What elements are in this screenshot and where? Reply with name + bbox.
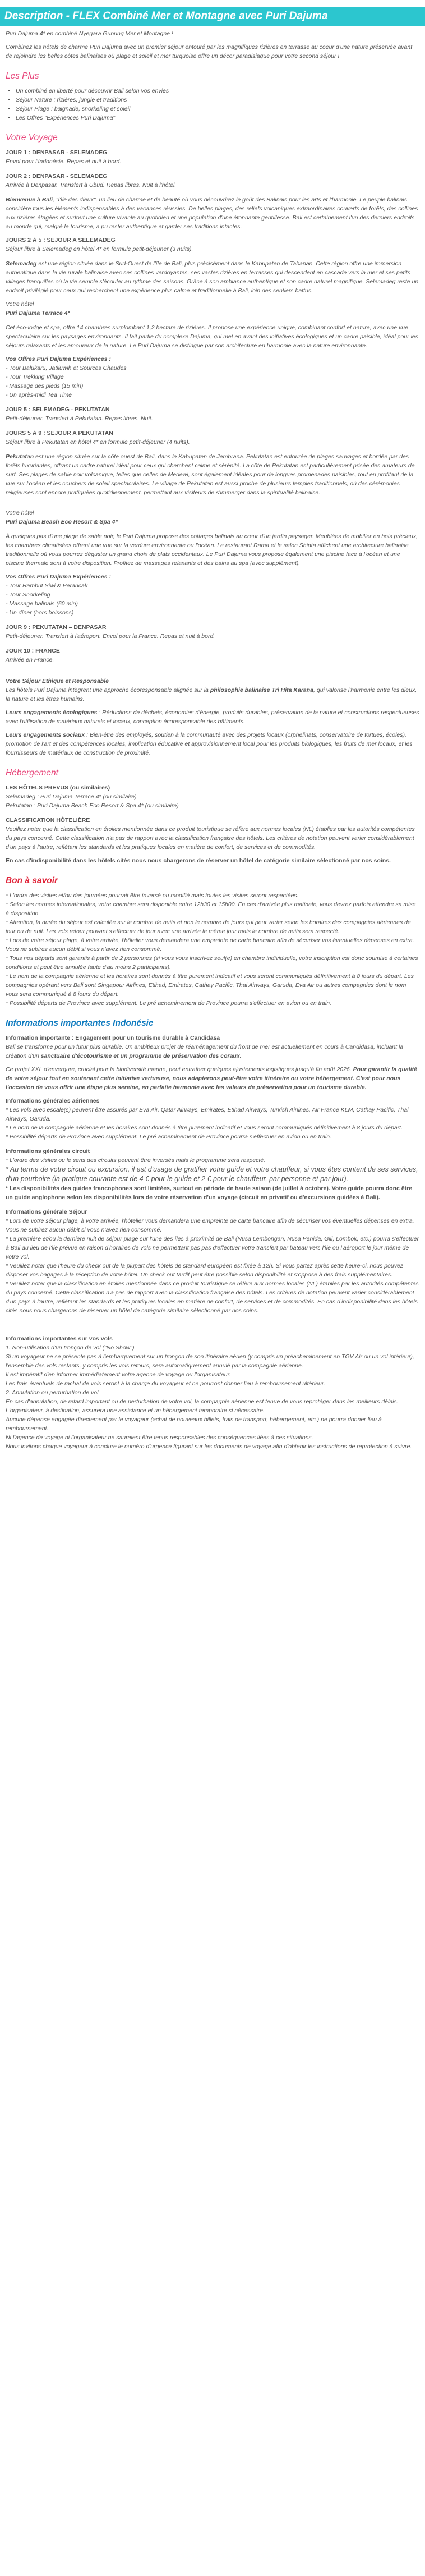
env-paragraph xyxy=(6,708,419,726)
selemadeg-paragraph xyxy=(6,259,419,295)
day-title: JOUR 5 : SELEMADEG - PEKUTATAN xyxy=(6,406,110,413)
list-item: * Possibilité départs de Province avec supplément. Le pré acheminement de Province pourra s'effectuer en avion ou en train. xyxy=(6,1133,332,1140)
list-item: * Tous nos départs sont garantis à partir de 2 personnes (si vous vous inscrivez seul(e) en chambre individuelle, votre inscription est donc soumise à certaines conditions et peut être annulée faute d'au moins 2 participants). xyxy=(6,955,418,971)
pekutatan-paragraph xyxy=(6,452,419,497)
list-item: - Un dîner (hors boissons) xyxy=(6,609,74,616)
day-text: Petit-déjeuner. Transfert à Pekutatan. Repas libres. Nuit. xyxy=(6,415,153,422)
list-item: Nous invitons chaque voyageur à conclure le numéro d'urgence figurant sur les documents de voyage afin d'obtenir les instructions de reprotection à suivre. xyxy=(6,1443,412,1450)
day-title: JOUR 10 : FRANCE xyxy=(6,648,60,654)
hotel-label: Votre hôtel xyxy=(6,301,34,307)
list-item: * Lors de votre séjour plage, à votre arrivée, l'hôtelier vous demandera une empreinte de carte bancaire afin de sécuriser vos éventuelles dépenses en extra. Vous ne subirez aucun débit si vous n'avez rien consommé. xyxy=(6,1218,414,1233)
list-item: Selemadeg : Puri Dajuma Terrace 4* (ou similaire) xyxy=(6,793,137,800)
env-lead: Leurs engagements écologiques xyxy=(6,709,98,716)
pekutatan-text: est une région située sur la côte ouest de Bali, dans le Kabupaten de Jembrana. Pekutatan est entourée de plages sauvages et bordée par des forêts luxuriantes, offrant un cadre naturel idéal pour ceux qui cherchent calme et sérénité. La côte de Pekutatan est particulièrement prisée des amateurs de surf. Ses plages de sable noir volcanique, telles que celles de Medewi, sont également idéales pour de longues promenades paisibles, tout en profitant de la vue sur l'océan et les couchers de soleil spectaculaires. Le village de Pekutatan est aussi proche de plusieurs temples traditionnels, où des cérémonies religieuses sont encore pratiquées quotidiennement, permettant aux visiteurs de s'immerger dans la spiritualité balinaise. xyxy=(6,453,415,496)
infos-heading: Informations importantes Indonésie xyxy=(6,1018,154,1028)
day-text: Séjour libre à Selemadeg en hôtel 4* en formule petit-déjeuner (3 nuits). xyxy=(6,246,193,252)
day-text: Arrivée à Denpasar. Transfert à Ubud. Repas libres. Nuit à l'hôtel. xyxy=(6,182,177,189)
day-title: JOUR 9 : PEKUTATAN – DENPASAR xyxy=(6,624,107,631)
list-item: L'organisateur, à destination, assurera une assistance et un hébergement temporaire si nécessaire. xyxy=(6,1407,265,1414)
plus-list xyxy=(6,86,419,122)
list-item: Aucune dépense engagée directement par le voyageur (achat de nouveaux billets, frais de transport, hébergement, etc.) ne pourra donner lieu à remboursement. xyxy=(6,1416,382,1432)
list-item: * Lors de votre séjour plage, à votre arrivée, l'hôtelier vous demandera une empreinte de carte bancaire afin de sécuriser vos éventuelles dépenses en extra. Vous ne subirez aucun débit si vous n'avez rien consommé. xyxy=(6,937,414,953)
list-item: En cas d'annulation, de retard important ou de perturbation de votre vol, la compagnie aérienne est tenue de vous reprotéger dans les meilleurs délais. xyxy=(6,1398,399,1405)
list-item: * L'ordre des visites et/ou des journées pourrait être inversé ou modifié mais toutes les visites seront respectées. xyxy=(6,892,299,899)
list-item: Si un voyageur ne se présente pas à l'embarquement sur un tronçon de son itinéraire aérien (y compris un préacheminement en TGV Air ou un vol intérieur), l'ensemble des vols restants, y compris les vols retours, sera automatiquement annulé par la compagnie aérienne. xyxy=(6,1353,414,1369)
list-item: * La première et/ou la dernière nuit de séjour plage sur l'une des îles à proximité de Bali (Nusa Lembongan, Nusa Penida, Gili, Lombok, etc.) pourra s'effectuer à Bali au lieu de l'île prévue en raison d'horaires de vols ne permettant pas pas d'effectuer votre transfert par bateau vers l'île ou l'aéroport le jour même de votre vol. xyxy=(6,1236,419,1260)
selemadeg-text: est une région située dans le Sud-Ouest de l'île de Bali, plus précisément dans le Kabupaten de Tabanan. Cette région offre une immersion authentique dans la vie rurale balinaise avec ses collines verdoyantes, ses vastes rizières en terrasses qui descendent en cascade vers la mer et ses petits villages tranquilles où la vie semble s'écouler au rythme des saisons. Grâce à son ambiance authentique et son cadre naturel magnifique, Selemadeg reste un endroit privilégié pour ceux qui recherchent une expérience plus calme et traditionnelle à Bali, loin des sentiers battus. xyxy=(6,260,419,294)
classification-text: Veuillez noter que la classification en étoiles mentionnée dans ce produit touristique se réfère aux normes locales (NL) établies par les autorités compétentes du pays concerné. Cette classification n'a pas de rapport avec la classification française des hôtels. Les critères de notation peuvent varier considérablement d'un pays à l'autre, reflétant les standards et les pratiques locales en matière de confort, de services et de commodités. xyxy=(6,826,415,851)
list-item: * Attention, la durée du séjour est calculée sur le nombre de nuits et non le nombre de jours qui peut varier selon les horaires des compagnies aériennes de jour ou de nuit. Les vols retour pouvant s'effectuer de jour avec une arrivée le même jour mais le nombre de nuits sera respecté. xyxy=(6,919,411,935)
hotel-name: Puri Dajuma Terrace 4* xyxy=(6,310,70,316)
circuit-title: Informations générales circuit xyxy=(6,1148,90,1155)
list-item: * L'ordre des visites ou le sens des circuits peuvent être inversés mais le programme sera respecté. xyxy=(6,1157,266,1164)
list-item: - Massage balinais (60 min) xyxy=(6,600,78,607)
list-item: * Possibilité départs de Province avec supplément. Le pré acheminement de Province pourra s'effectuer en avion ou en train. xyxy=(6,1000,332,1007)
day-title: JOURS 2 À 5 : SEJOUR A SELEMADEG xyxy=(6,237,116,244)
ethique-text-b: , qui valorise l'harmonie entre les dieux, la nature et les êtres humains. xyxy=(6,687,417,702)
list-item: • Un combiné en liberté pour découvrir Bali selon vos envies xyxy=(16,86,419,95)
day-text: Séjour libre à Pekutatan en hôtel 4* en formule petit-déjeuner (4 nuits). xyxy=(6,439,190,446)
list-item: • Les Offres "Expériences Puri Dajuma" xyxy=(16,113,419,122)
hotel-description: Cet éco-lodge et spa, offre 14 chambres surplombant 1,2 hectare de rizières. Il propose une expérience unique, combinant confort et nature, avec une vue spectaculaire sur les paysages environnants. Il fait partie du complexe Dajuma, qui met en avant des initiatives écologiques et un cadre paisible, idéal pour les séjours relaxants et les amoureux de la nature. Le Puri Dajuma se distingue par son architecture en harmonie avec la nature environnante. xyxy=(6,324,418,349)
experiences-title: Vos Offres Puri Dajuma Expériences : xyxy=(6,573,111,580)
hotel-description: À quelques pas d'une plage de sable noir, le Puri Dajuma propose des cottages balinais au cœur d'un jardin paysager. Meublées de mobilier en bois précieux, les chambres climatisées offrent une vue sur la verdure environnante ou l'océan. Le restaurant Rama et le salon Shinta affichent une architecture balinaise traditionnelle où vous pourrez déguster un grand choix de plats occidentaux. Le Puri Dajuma vous propose également une piscine face à l'océan et une piscine thermale sont à votre disposition. Profitez de massages relaxants et des bains au spa (avec supplément). xyxy=(6,533,418,567)
day-title: JOURS 5 À 9 : SEJOUR A PEKUTATAN xyxy=(6,430,113,437)
hotel-name: Puri Dajuma Beach Eco Resort & Spa 4* xyxy=(6,518,118,525)
list-item: * Veuillez noter que la classification en étoiles mentionnée dans ce produit touristique se réfère aux normes locales (NL) établies par les autorités compétentes du pays concerné. Cette classification n'a pas de rapport avec la classification française des hôtels. Les critères de notation peuvent varier considérablement d'un pays à l'autre, reflétant les standards et les pratiques locales en matière de confort, de services et de commodités. En cas d'indisponibilité dans les hôtels cités nous nous chargerons de réserver un hôtel de catégorie similaire sélectionné par nos soins. xyxy=(6,1280,419,1314)
soc-paragraph xyxy=(6,731,419,757)
list-item: * Selon les normes internationales, votre chambre sera disponible entre 12h30 et 15h00. En cas d'arrivée plus matinale, vous devrez parfois attendre sa mise à disposition. xyxy=(6,901,416,917)
voyage-heading: Votre Voyage xyxy=(6,133,58,143)
list-item: * Les disponibilités des guides francophones sont limitées, surtout en période de haute saison (de juillet à octobre). Votre guide pourra donc être un guide anglophone selon les disponibilités lors de votre réservation d'un voyage (circuit en privatif ou d'excursions guidées à Bali). xyxy=(6,1185,413,1201)
soc-lead: Leurs engagements sociaux xyxy=(6,732,85,738)
bienvenue-lead: Bienvenue à Bali xyxy=(6,196,53,203)
list-item: - Tour Balukaru, Jatiluwih et Sources Chaudes xyxy=(6,365,127,371)
list-item: - Massage des pieds (15 min) xyxy=(6,383,84,389)
gen-title: Informations générales aériennes xyxy=(6,1098,100,1104)
bon-heading: Bon à savoir xyxy=(6,876,58,885)
list-item: Il est impératif d'en informer immédiatement votre agence de voyage ou l'organisateur. xyxy=(6,1371,231,1378)
env-paragraph xyxy=(6,1043,419,1060)
page xyxy=(0,7,425,1470)
env-bold: sanctuaire d'écotourisme et un programme de préservation des coraux xyxy=(40,1053,240,1059)
plus-heading: Les Plus xyxy=(6,71,39,81)
intro-text: Combinez les hôtels de charme Puri Dajuma avec un premier séjour entouré par les magnifiques rizières en terrasse au coeur d'une nature préservée avant de rejoindre les belles côtes balinaises où plage et soleil et mer turquoise offre un décor paradisiaque pour votre second séjour ! xyxy=(6,44,413,59)
page-title: Description - FLEX Combiné Mer et Montagne avec Puri Dajuma xyxy=(0,7,425,26)
list-item: • Séjour Plage : baignade, snorkeling et soleil xyxy=(16,104,419,113)
env-text-b: . xyxy=(239,1053,242,1059)
day-text: Envol pour l'Indonésie. Repas et nuit à bord. xyxy=(6,158,122,165)
experiences-title: Vos Offres Puri Dajuma Expériences : xyxy=(6,356,111,362)
ethique-title: Votre Séjour Ethique et Responsable xyxy=(6,678,109,685)
disponibilite-text: En cas d'indisponibilité dans les hôtels cités nous nous chargerons de réserver un hôtel de catégorie similaire sélectionné par nos soins. xyxy=(6,857,391,864)
env-text: : Réductions de déchets, économies d'énergie, produits durables, préservation de la nature et constructions respectueuses avec l'utilisation de matériaux naturels et locaux, conception écoresponsable des bâtiments. xyxy=(6,709,419,725)
list-item: 2. Annulation ou perturbation de vol xyxy=(6,1389,99,1396)
hotel-label: Votre hôtel xyxy=(6,509,34,516)
sejour-title: Informations générale Séjour xyxy=(6,1209,87,1215)
day-title: JOUR 1 : DENPASAR - SELEMADEG xyxy=(6,149,108,156)
list-item: * Veuillez noter que l'heure du check out de la plupart des hôtels de standard européen est fixée à 12h. Si vous partez après cette heure-ci, nous pouvez disposer vos bagages à la réception de votre hôtel. Un check out tardif peut être possible selon disponibilité et s'oppose à des frais supplémentaires. xyxy=(6,1262,404,1278)
list-item: Ni l'agence de voyage ni l'organisateur ne sauraient être tenus responsables des conséquences liées à ces situations. xyxy=(6,1434,313,1441)
list-item: - Tour Snorkeling xyxy=(6,591,50,598)
vols-title: Informations importantes sur vos vols xyxy=(6,1335,113,1342)
env-bold-2: Pour garantir la qualité de votre séjour tout en soutenant cette initiative vertueuse, nous adapterons peut-être votre itinéraire ou votre hébergement. C'est pour nous l'occasion de vous offrir une étape plus sereine, en parfaite harmonie avec les valeurs de préservation pour un tourisme durable. xyxy=(6,1066,417,1091)
hotels-prevus-title: LES HÔTELS PREVUS (ou similaires) xyxy=(6,784,110,791)
list-item: * Les vols avec escale(s) peuvent être assurés par Eva Air, Qatar Airways, Emirates, Etihad Airways, Turkish Airlines, Air France KLM, Cathay Pacific, Thai Airways, Garuda. xyxy=(6,1106,409,1122)
list-item: 1. Non-utilisation d'un tronçon de vol ("No Show") xyxy=(6,1344,135,1351)
list-item: - Un après-midi Tea Time xyxy=(6,392,72,398)
list-item: * Le nom de la compagnie aérienne et les horaires sont donnés à titre purement indicatif et vous seront communiqués définitivement à 8 jours du départ. xyxy=(6,1124,403,1131)
ethique-paragraph xyxy=(6,686,419,704)
bienvenue-paragraph xyxy=(6,195,419,231)
day-text: Arrivée en France. xyxy=(6,656,54,663)
soc-text: : Bien-être des employés, soutien à la communauté avec des projets locaux (orphelinats, conservatoire de tortues, écoles), promotion de l'art et des compétences locales, implication éducative et approvisionnement local pour les produits biologiques, les fruits de mer locaux, et les fournisseurs de matériaux de construction de proximité. xyxy=(6,732,413,756)
day-title: JOUR 2 : DENPASAR - SELEMADEG xyxy=(6,173,108,180)
env-text-a: Bali se transforme pour un futur plus durable. Un ambitieux projet de réaménagement du front de mer est actuellement en cours à Candidasa, incluant la création d'un xyxy=(6,1044,404,1059)
env-paragraph-2 xyxy=(6,1065,419,1092)
list-item: * Le nom de la compagnie aérienne et les horaires sont donnés à titre purement indicatif et vous seront communiqués définitivement à 8 jours du départ. Les compagnies opérant vers Bali sont Singapour Airlines, Etihad, Emirates, Cathay Pacific, Thai Airways, Garuda, Eva Air ou autres compagnies dont le nom vous sera communiqué à 8 jours du départ. xyxy=(6,973,414,998)
intro-subtitle: Puri Dajuma 4* en combiné Nyegara Gunung Mer et Montagne ! xyxy=(6,30,173,37)
ethique-text-a: Les hôtels Puri Dajuma intègrent une approche écoresponsable alignée sur la xyxy=(6,687,210,694)
list-item: * Au terme de votre circuit ou excursion, il est d'usage de gratifier votre guide et votre chauffeur, si vous êtes content de ses services, d'un pourboire (la pratique courante est de 4 € pour le guide et 2 € pour le chauffeur, par personne et par jour). xyxy=(6,1165,418,1183)
ethique-bold: philosophie balinaise Tri Hita Karana xyxy=(210,687,314,694)
bienvenue-text: , "l'île des dieux", un lieu de charme et de beauté où vous découvrirez le goût des Balinais pour les arts et l'harmonie. Le peuple balinais considère tous les éléments indispensables à des vacances réussies. De belles plages, des reliefs volcaniques extraordinaires couverts de forêts, des collines aux rizières étagées et surtout une culture vivante au quotidien et une population d'une étonnante gentillesse. Bali est certainement l'un des derniers endroits au monde qui, malgré le tourisme, a pu rester authentique et garder ses traditions intactes. xyxy=(6,196,418,230)
list-item: - Tour Rambut Siwi & Perancak xyxy=(6,582,88,589)
env-text2-a: Ce projet XXL d'envergure, crucial pour la biodiversité marine, peut entraîner quelques ajustements logistiques jusqu'à fin août 2026. xyxy=(6,1066,353,1073)
pekutatan-lead: Pekutatan xyxy=(6,453,34,460)
selemadeg-lead: Selemadeg xyxy=(6,260,37,267)
hebergement-heading: Hébergement xyxy=(6,768,58,778)
env-title: Information importante : Engagement pour un tourisme durable à Candidasa xyxy=(6,1035,220,1041)
list-item: Les frais éventuels de rachat de vols seront à la charge du voyageur et ne pourront donner lieu à remboursement ultérieur. xyxy=(6,1380,325,1387)
list-item: • Séjour Nature : rizières, jungle et traditions xyxy=(16,95,419,104)
classification-title: CLASSIFICATION HÔTELIÈRE xyxy=(6,817,90,824)
list-item: Pekutatan : Puri Dajuma Beach Eco Resort & Spa 4* (ou similaire) xyxy=(6,802,179,809)
content xyxy=(0,26,425,1451)
day-text: Petit-déjeuner. Transfert à l'aéroport. Envol pour la France. Repas et nuit à bord. xyxy=(6,633,215,640)
list-item: - Tour Trekking Village xyxy=(6,374,64,380)
